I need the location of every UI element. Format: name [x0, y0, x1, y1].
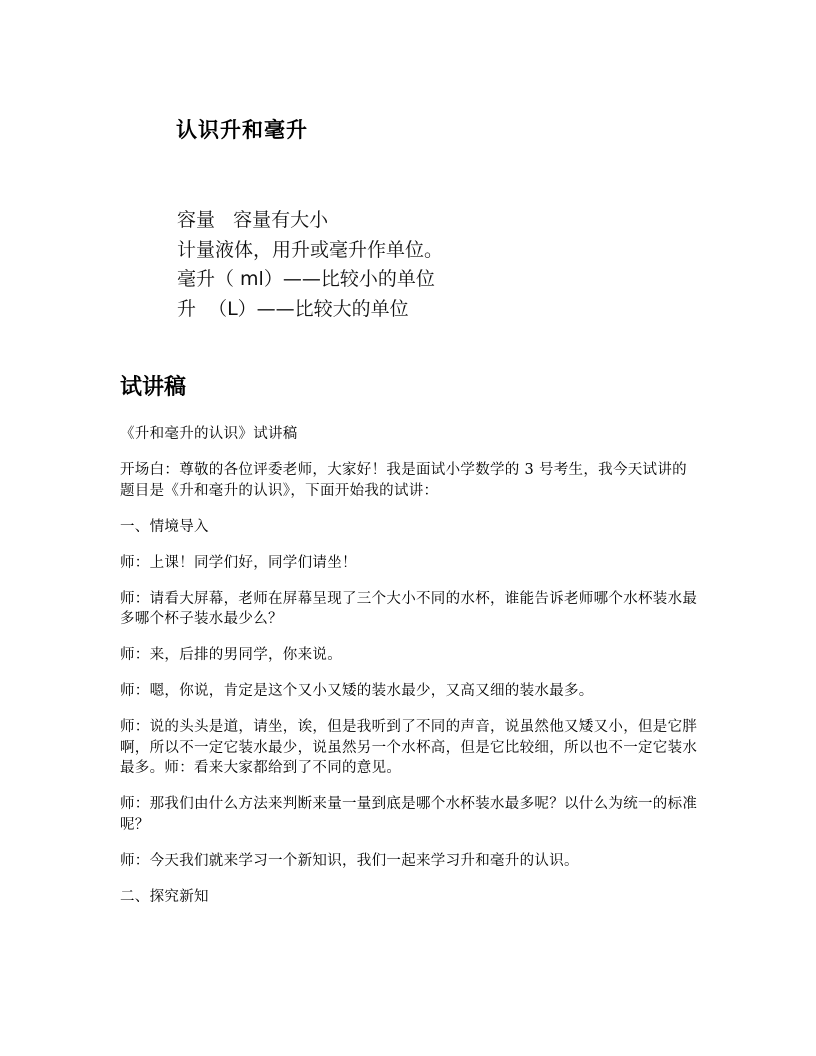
slide-line: 毫升（ ml）——比较小的单位 [177, 268, 435, 290]
slide-line: 计量液体，用升或毫升作单位。 [177, 238, 444, 261]
paragraph: 师：今天我们就来学习一个新知识，我们一起来学习升和毫升的认识。 [120, 852, 579, 869]
paragraph: 师：说的头头是道，请坐，诶，但是我听到了不同的声音，说虽然他又矮又小，但是它胖啊，所以不一定它装水最少，说虽然另一个水杯高，但是它比较细，所以也不一定它装水最多。师：看来大家都给到了不同的意见。 [120, 719, 698, 776]
paragraph-section-two: 二、探究新知 [120, 888, 209, 905]
paragraph-doc-title: 《升和毫升的认识》试讲稿 [120, 426, 298, 442]
paragraph: 师：上课！同学们好，同学们请坐！ [120, 554, 357, 571]
slide-line: 容量 容量有大小 [177, 209, 329, 231]
document-body [120, 424, 700, 923]
section-heading: 试讲稿 [120, 375, 187, 400]
paragraph: 师：嗯，你说，肯定是这个又小又矮的装水最少，又高又细的装水最多。 [120, 683, 594, 699]
paragraph: 师：来，后排的男同学，你来说。 [120, 647, 342, 663]
slide-line: 升 （L）——比较大的单位 [177, 297, 409, 320]
paragraph-opening: 开场白：尊敬的各位评委老师，大家好！我是面试小学数学的 3 号考生，我今天试讲的题目是《升和毫升的认识》，下面开始我的试讲： [120, 462, 687, 499]
slide-title: 认识升和毫升 [176, 117, 308, 142]
paragraph: 师：那我们由什么方法来判断来量一量到底是哪个水杯装水最多呢？以什么为统一的标准呢？ [120, 796, 698, 833]
paragraph: 师：请看大屏幕，老师在屏幕呈现了三个大小不同的水杯，谁能告诉老师哪个水杯装水最多哪个杯子装水最少么？ [120, 590, 698, 627]
slide-text-block [177, 206, 477, 324]
paragraph-section-one: 一、情境导入 [120, 518, 209, 535]
